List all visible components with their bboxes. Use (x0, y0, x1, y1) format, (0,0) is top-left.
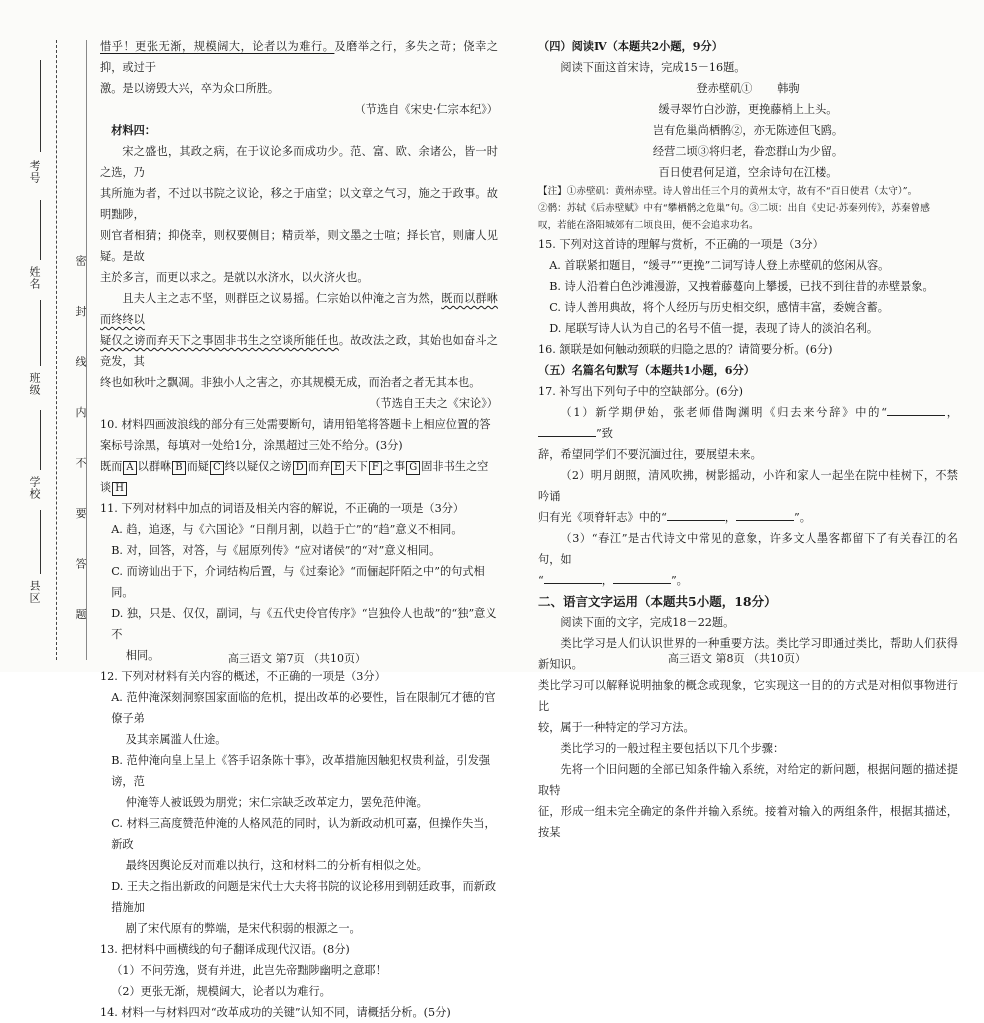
poem-heading (538, 78, 958, 99)
text-fragment: 。故改法之政，其始也如奋斗之竞发，其 (100, 334, 498, 368)
left-column (100, 36, 498, 1023)
text-fragment: “ (538, 574, 544, 587)
material-four-title: 材料四： (111, 123, 156, 137)
text-fragment: ， (944, 406, 958, 419)
seal-dashed-line (56, 40, 57, 660)
poem-title: 登赤壁矶① (696, 82, 753, 95)
right-column (538, 36, 958, 843)
part-two-title: 二、语言文字运用（本题共5小题，18分） (538, 594, 777, 609)
text-line (100, 330, 498, 372)
option-item: 最终因舆论反对而难以执行，这和材料二的分析有相似之处。 (125, 859, 428, 872)
sentence-segment: 之事 (382, 460, 406, 473)
poem-author: 韩驹 (777, 82, 800, 95)
option-item: A. 趋，追逐，与《六国论》“日削月割，以趋于亡”的“趋”意义不相同。 (111, 523, 463, 536)
name-blank[interactable] (40, 200, 41, 260)
answer-blank[interactable] (544, 583, 602, 584)
section-four-title: （四）阅读Ⅳ（本题共2小题，9分） (538, 39, 723, 53)
sentence-segment: 天下 (345, 460, 368, 473)
sentence-segment: 既而 (100, 460, 123, 473)
fill-blank-1 (538, 402, 958, 444)
source-citation: （节选自王夫之《宋论》） (369, 397, 498, 410)
text-line: 类比学习的一般过程主要包括以下几个步骤： (560, 742, 785, 755)
section-intro: 阅读下面这首宋诗，完成15－16题。 (560, 61, 746, 74)
text-line: 则官者相猜；抑侥幸，则权要侧目；精贡举，则文墨之士喧；择长官，则庸人见疑。是故 (100, 229, 498, 263)
poem-line: 岂有危巢尚栖鹘②，亦无陈迹但飞鸥。 (652, 124, 844, 137)
page-footer-left: 高三语文 第7页 （共10页） (228, 652, 366, 665)
option-item: A. 首联紧扣题目，“缓寻”“更挽”二词写诗人登上赤壁矶的悠闲从容。 (549, 259, 890, 272)
wavy-underline-text: 既而以群咻而终终以 (100, 292, 498, 326)
option-item: D. 尾联写诗人认为自己的名号不值一提，表现了诗人的淡泊名利。 (549, 322, 879, 335)
poem-line: 缓寻翠竹白沙游，更挽藤梢上上头。 (658, 103, 838, 116)
text-line: 宋之盛也，其政之病，在于议论多而成功少。范、富、欧、余诸公，皆一时之选，乃 (100, 145, 498, 179)
question-15: 15. 下列对这首诗的理解与赏析，不正确的一项是（3分） (538, 238, 824, 251)
text-line (538, 570, 958, 591)
text-line: 类比学习可以解释说明抽象的概念或现象，它实现这一目的的方式是对相似事物进行比 (538, 679, 958, 713)
question-12: 12. 下列对材料有关内容的概述，不正确的一项是（3分） (100, 670, 386, 683)
answer-blank[interactable] (613, 583, 671, 584)
text-line: 终也如秋叶之飘凋。非独小人之害之，亦其规模无成，而治者之者无其本也。 (100, 376, 481, 389)
answer-blank[interactable] (887, 415, 945, 416)
answer-blank[interactable] (667, 520, 725, 521)
question-12-options (100, 687, 498, 939)
text-fragment: 归有光《项脊轩志》中的“ (538, 511, 667, 524)
text-line: 激。是以谤毁大兴，卒为众口所胜。 (100, 82, 280, 95)
option-item: A. 范仲淹深刻洞察国家面临的危机，提出改革的必要性，旨在限制冗才德的官僚子弟 (111, 691, 496, 725)
text-fragment: 且夫人主之志不坚，则群臣之议易摇。仁宗始以仲淹之言为然， (122, 292, 442, 305)
text-fragment: 及磨举之行，多失之苛；侥幸之抑，或过于 (100, 40, 498, 74)
text-fragment: （1）新学期伊始，张老师借陶渊明《归去来兮辞》中的“ (560, 406, 887, 419)
text-line: 其所施为者，不过以书院之议论，移之于庙堂；以文章之气习，施之于政事。故明黜陟， (100, 187, 498, 221)
question-10: 10. 材料四画波浪线的部分有三处需要断句，请用铅笔将答题卡上相应位置的答案标号涂黑，每填对一处给1分，涂黑超过三处不给分。(3分) (100, 418, 491, 452)
option-item: C. 而谤讪出于下，介词结构后置，与《过秦论》“而俪起阡陌之中”的句式相同。 (111, 565, 485, 599)
option-item: B. 诗人沿着白色沙滩漫游，又拽着藤蔓向上攀援，已找不到往昔的赤壁景象。 (549, 280, 934, 293)
option-item: D. 王夫之指出新政的问题是宋代士大夫将书院的议论移用到朝廷政事，而新政措施加 (111, 880, 497, 914)
section-five-title: （五）名篇名句默写（本题共1小题，6分） (538, 363, 755, 377)
option-item: 仲淹等人被诋毁为朋党；宋仁宗缺乏改革定力，罢免范仲淹。 (125, 796, 428, 809)
wavy-underline-text: 疑仅之谤而弃天下之事固非书生之空谈所能任也 (100, 334, 339, 347)
label-name: 姓名 (28, 266, 41, 290)
option-item: 剧了宋代原有的弊端，是宋代积弱的根源之一。 (125, 922, 361, 935)
break-option-box[interactable]: A (123, 461, 136, 475)
text-fragment: ， (724, 511, 736, 524)
translation-item: （2）更张无渐，规模阔大，论者以为难行。 (111, 985, 331, 998)
sentence-segment: 而疑 (186, 460, 209, 473)
answer-blank[interactable] (538, 436, 596, 437)
answer-blank[interactable] (736, 520, 794, 521)
label-school: 学校 (28, 476, 41, 500)
text-line (100, 288, 498, 330)
option-item: C. 诗人善用典故，将个人经历与历史相交织，感情丰富，委婉含蓄。 (549, 301, 889, 314)
question-14: 14. 材料一与材料四对“改革成功的关键”认知不同，请概括分析。(5分) (100, 1006, 451, 1019)
seal-notice: 密 封 线 内 不 要 答 题 (74, 255, 87, 638)
text-line: 征，形成一组未完全确定的条件并输入系统。接着对输入的两组条件，根据其描述，按某 (538, 805, 958, 839)
school-blank[interactable] (40, 410, 41, 470)
source-citation: （节选自《宋史·仁宗本纪》） (354, 103, 498, 116)
text-fragment: ”。 (794, 511, 811, 524)
text-fragment: ， (601, 574, 613, 587)
question-11: 11. 下列对材料中加点的词语及相关内容的解说，不正确的一项是（3分） (100, 502, 465, 515)
poem-note: 叹，若能在洛阳城郊有二顷良田，便不会追求功名。 (538, 220, 759, 231)
question-16: 16. 颔联是如何触动颈联的归隐之思的？请简要分析。(6分) (538, 343, 833, 356)
poem-note: 【注】①赤壁矶：黄州赤壁。诗人曾出任三个月的黄州太守，故有不“百日使君（太守）”。 (538, 186, 918, 197)
question-17: 17. 补写出下列句子中的空缺部分。(6分) (538, 385, 744, 398)
break-option-box[interactable]: B (172, 461, 185, 475)
question-15-options (538, 255, 958, 339)
fill-blank-3: （3）“春江”是古代诗文中常见的意象，许多文人墨客都留下了有关春江的名句，如 (538, 532, 958, 566)
text-line: 较，属于一种特定的学习方法。 (538, 721, 695, 734)
text-line (100, 36, 498, 78)
fill-blank-2: （2）明月朗照，清风吹拂，树影摇动，小许和家人一起坐在院中桂树下，不禁吟诵 (538, 469, 958, 503)
break-option-box[interactable]: G (406, 461, 420, 475)
poem-line: 百日使君何足道，空余诗句在江楼。 (658, 166, 838, 179)
question-13: 13. 把材料中画横线的句子翻译成现代汉语。(8分) (100, 943, 350, 956)
text-line (538, 507, 958, 528)
question-11-options (100, 519, 498, 666)
option-item: D. 独，只是、仅仅，副词，与《五代史伶官传序》“岂独伶人也哉”的“独”意义不 (111, 607, 497, 641)
section-intro: 阅读下面的文字，完成18－22题。 (560, 616, 735, 629)
option-item: B. 范仲淹向皇上呈上《答手诏条陈十事》，改革措施因触犯权贵利益，引发强谤，范 (111, 754, 491, 788)
text-fragment: ”。 (670, 574, 688, 587)
label-exam-number: 考号 (28, 160, 41, 184)
binding-margin (0, 0, 92, 672)
poem-line: 经营二顷③将归老，眷恋群山为少留。 (652, 145, 844, 158)
label-county: 县区 (28, 580, 41, 604)
poem-note: ②鹘：苏轼《后赤壁赋》中有“攀栖鹘之危巢”句。③二顷：出自《史记·苏秦列传》，苏秦曾感 (538, 203, 930, 214)
option-item: 及其亲属滥人仕途。 (125, 733, 227, 746)
text-line: 辞，希望同学们不要沉湎过往，要展望未来。 (538, 448, 762, 461)
break-option-box[interactable]: D (293, 461, 307, 475)
underlined-sentence: 惜乎！更张无渐，规模阔大，论者以为难行。 (100, 40, 335, 53)
county-blank[interactable] (40, 510, 41, 574)
break-option-box[interactable]: F (369, 461, 382, 475)
sentence-segment: 终以疑仅之谤 (224, 460, 292, 473)
exam-number-blank[interactable] (40, 60, 41, 152)
translation-item: （1）不问劳逸，贤有并进，此岂先帝黜陟幽明之意耶！ (111, 964, 387, 977)
sentence-segment: 以群咻 (137, 460, 172, 473)
text-line: 先将一个旧问题的全部已知条件输入系统，对给定的新问题，根据问题的描述提取特 (538, 763, 958, 797)
punctuation-options (100, 456, 498, 498)
option-item: C. 材料三高度赞范仲淹的人格风范的同时，认为新政动机可嘉，但操作失当，新政 (111, 817, 496, 851)
break-option-box[interactable]: H (112, 482, 127, 496)
sentence-segment: 而弃 (307, 460, 331, 473)
text-line: 主於多言，而更以求之。是就以水济水，以火济火也。 (100, 271, 369, 284)
label-class: 班级 (28, 372, 41, 396)
option-item: B. 对，回答，对答，与《屈原列传》“应对诸侯”的“对”意义相同。 (111, 544, 441, 557)
class-blank[interactable] (40, 300, 41, 366)
sentence-segment: 固非书生之空谈 (100, 460, 489, 494)
option-item: 相同。 (125, 649, 160, 662)
text-line: 类比学习是人们认识世界的一种重要方法。类比学习即通过类比，帮助人们获得新知识。 (538, 637, 958, 671)
break-option-box[interactable]: C (210, 461, 224, 475)
break-option-box[interactable]: E (331, 461, 344, 475)
page-footer-right: 高三语文 第8页 （共10页） (668, 652, 806, 665)
text-fragment: ”致 (596, 427, 613, 440)
